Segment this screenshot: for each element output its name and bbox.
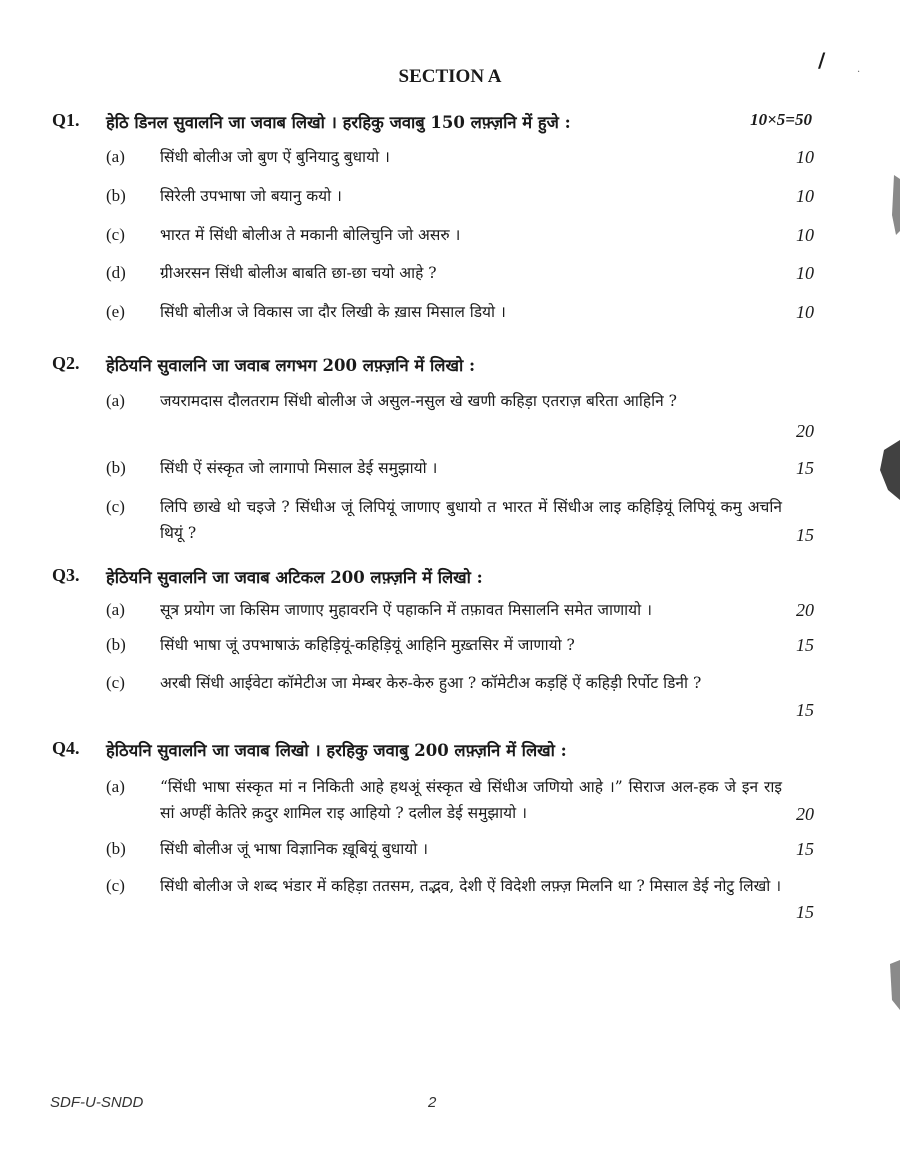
item-marks: 20 (796, 600, 814, 620)
item-marks: 15 (796, 635, 814, 655)
item-marks: 10 (796, 186, 814, 206)
item-text: सिंधी बोलीअ जूं भाषा विज्ञानिक ख़ूबियूं बुधायो । (160, 840, 429, 858)
item-text: जयरामदास दौलतराम सिंधी बोलीअ जे असुल-नसुल खे खणी कहिड़ा एतराज़ बरिता आहिनि ? (160, 392, 677, 410)
item-text: लिपि छाखे थो चइजे ? सिंधीअ जूं लिपियूं जाणाए बुधायो त भारत में सिंधीअ लाइ कहिड़ियूं लिपियूं कमु अचनि थियूं ? (160, 498, 782, 542)
item-label: (b) (106, 458, 126, 477)
question-number: Q3. (52, 565, 80, 585)
item-text: सिंधी बोलीअ जे विकास जा दौर लिखी के ख़ास मिसाल डियो । (160, 303, 506, 321)
item-label: (c) (106, 876, 125, 895)
item-label: (c) (106, 497, 125, 516)
item-marks: 15 (796, 458, 814, 478)
item-text: सिंधी भाषा जूं उपभाषाऊं कहिड़ियूं-कहिड़ियूं आहिनि मुख़्तसिर में जाणायो ? (160, 636, 575, 654)
item-label: (e) (106, 302, 125, 321)
item-marks: 15 (796, 525, 814, 545)
question-instruction: हेठियनि सुवालनि जा जवाब लगभग 200 लफ़्ज़नि में लिखो : (106, 356, 476, 375)
question-instruction: हेठियनि सुवालनि जा जवाब लिखो । हरहिकु जवाबु 200 लफ़्ज़नि में लिखो : (106, 741, 567, 760)
item-marks: 20 (796, 421, 814, 441)
item-marks: 10 (796, 225, 814, 245)
page-number: 2 (428, 1094, 437, 1111)
item-text: भारत में सिंधी बोलीअ ते मकानी बोलिचुनि जो असरु । (160, 226, 461, 244)
item-text: सूत्र प्रयोग जा किसिम जाणाए मुहावरनि ऐं पहाकनि में तफ़ावत मिसालनि समेत जाणायो । (160, 601, 652, 619)
paper-code: SDF-U-SNDD (50, 1094, 144, 1111)
item-label: (b) (106, 839, 126, 858)
item-label: (b) (106, 635, 126, 654)
scan-edge-mark (878, 175, 900, 235)
dot-mark: . (857, 64, 861, 75)
corner-mark: / (818, 48, 826, 72)
item-marks: 15 (796, 839, 814, 859)
question-number: Q1. (52, 110, 80, 130)
item-marks: 15 (796, 700, 814, 720)
section-title: SECTION A (398, 66, 502, 87)
item-label: (b) (106, 186, 126, 205)
item-text: सिंधी बोलीअ जे शब्द भंडार में कहिड़ा ततसम, तद्भव, देशी ऐं विदेशी लफ़्ज़ मिलनि था ? मिसाल डेई नोटु लिखो । (160, 877, 782, 895)
item-label: (a) (106, 391, 125, 410)
item-marks: 10 (796, 147, 814, 167)
item-text: सिंधी ऐं संस्कृत जो लागापो मिसाल डेई समुझायो । (160, 459, 438, 477)
item-label: (a) (106, 147, 125, 166)
item-text: सिंधी बोलीअ जो बुण ऐं बुनियादु बुधायो । (160, 148, 390, 166)
item-label: (c) (106, 673, 125, 692)
item-marks: 10 (796, 263, 814, 283)
item-label: (a) (106, 777, 125, 796)
question-number: Q2. (52, 353, 80, 373)
question-instruction: हेठियनि सुवालनि जा जवाब अटिकल 200 लफ़्ज़नि में लिखो : (106, 568, 483, 587)
item-marks: 20 (796, 804, 814, 824)
item-text: अरबी सिंधी आईवेटा कॉमेटीअ जा मेम्बर केरु-केरु हुआ ? कॉमेटीअ कड़हिं ऐं कहिड़ी रिर्पोट डिनी ? (160, 674, 702, 692)
item-marks: 15 (796, 902, 814, 922)
item-label: (d) (106, 263, 126, 282)
item-label: (c) (106, 225, 125, 244)
item-marks: 10 (796, 302, 814, 322)
scan-edge-mark (878, 440, 900, 500)
question-instruction: हेठि डिनल सुवालनि जा जवाब लिखो । हरहिकु जवाबु 150 लफ़्ज़नि में हुजे : (106, 113, 571, 132)
scan-edge-mark (878, 960, 900, 1010)
item-text: “सिंधी भाषा संस्कृत मां न निकिती आहे हथअूं संस्कृत खे सिंधीअ जणियो आहे ।” सिराज अल-हक जे इन राइ सां अण्हीं केतिरे क़दुर शामिल राइ आहियो ? दलील डेई समुझायो । (160, 778, 782, 822)
item-text: सिरेली उपभाषा जो बयानु कयो । (160, 187, 342, 205)
item-label: (a) (106, 600, 125, 619)
question-total-marks: 10×5=50 (750, 110, 812, 129)
question-number: Q4. (52, 738, 80, 758)
item-text: ग्रीअरसन सिंधी बोलीअ बाबति छा-छा चयो आहे ? (160, 264, 437, 282)
